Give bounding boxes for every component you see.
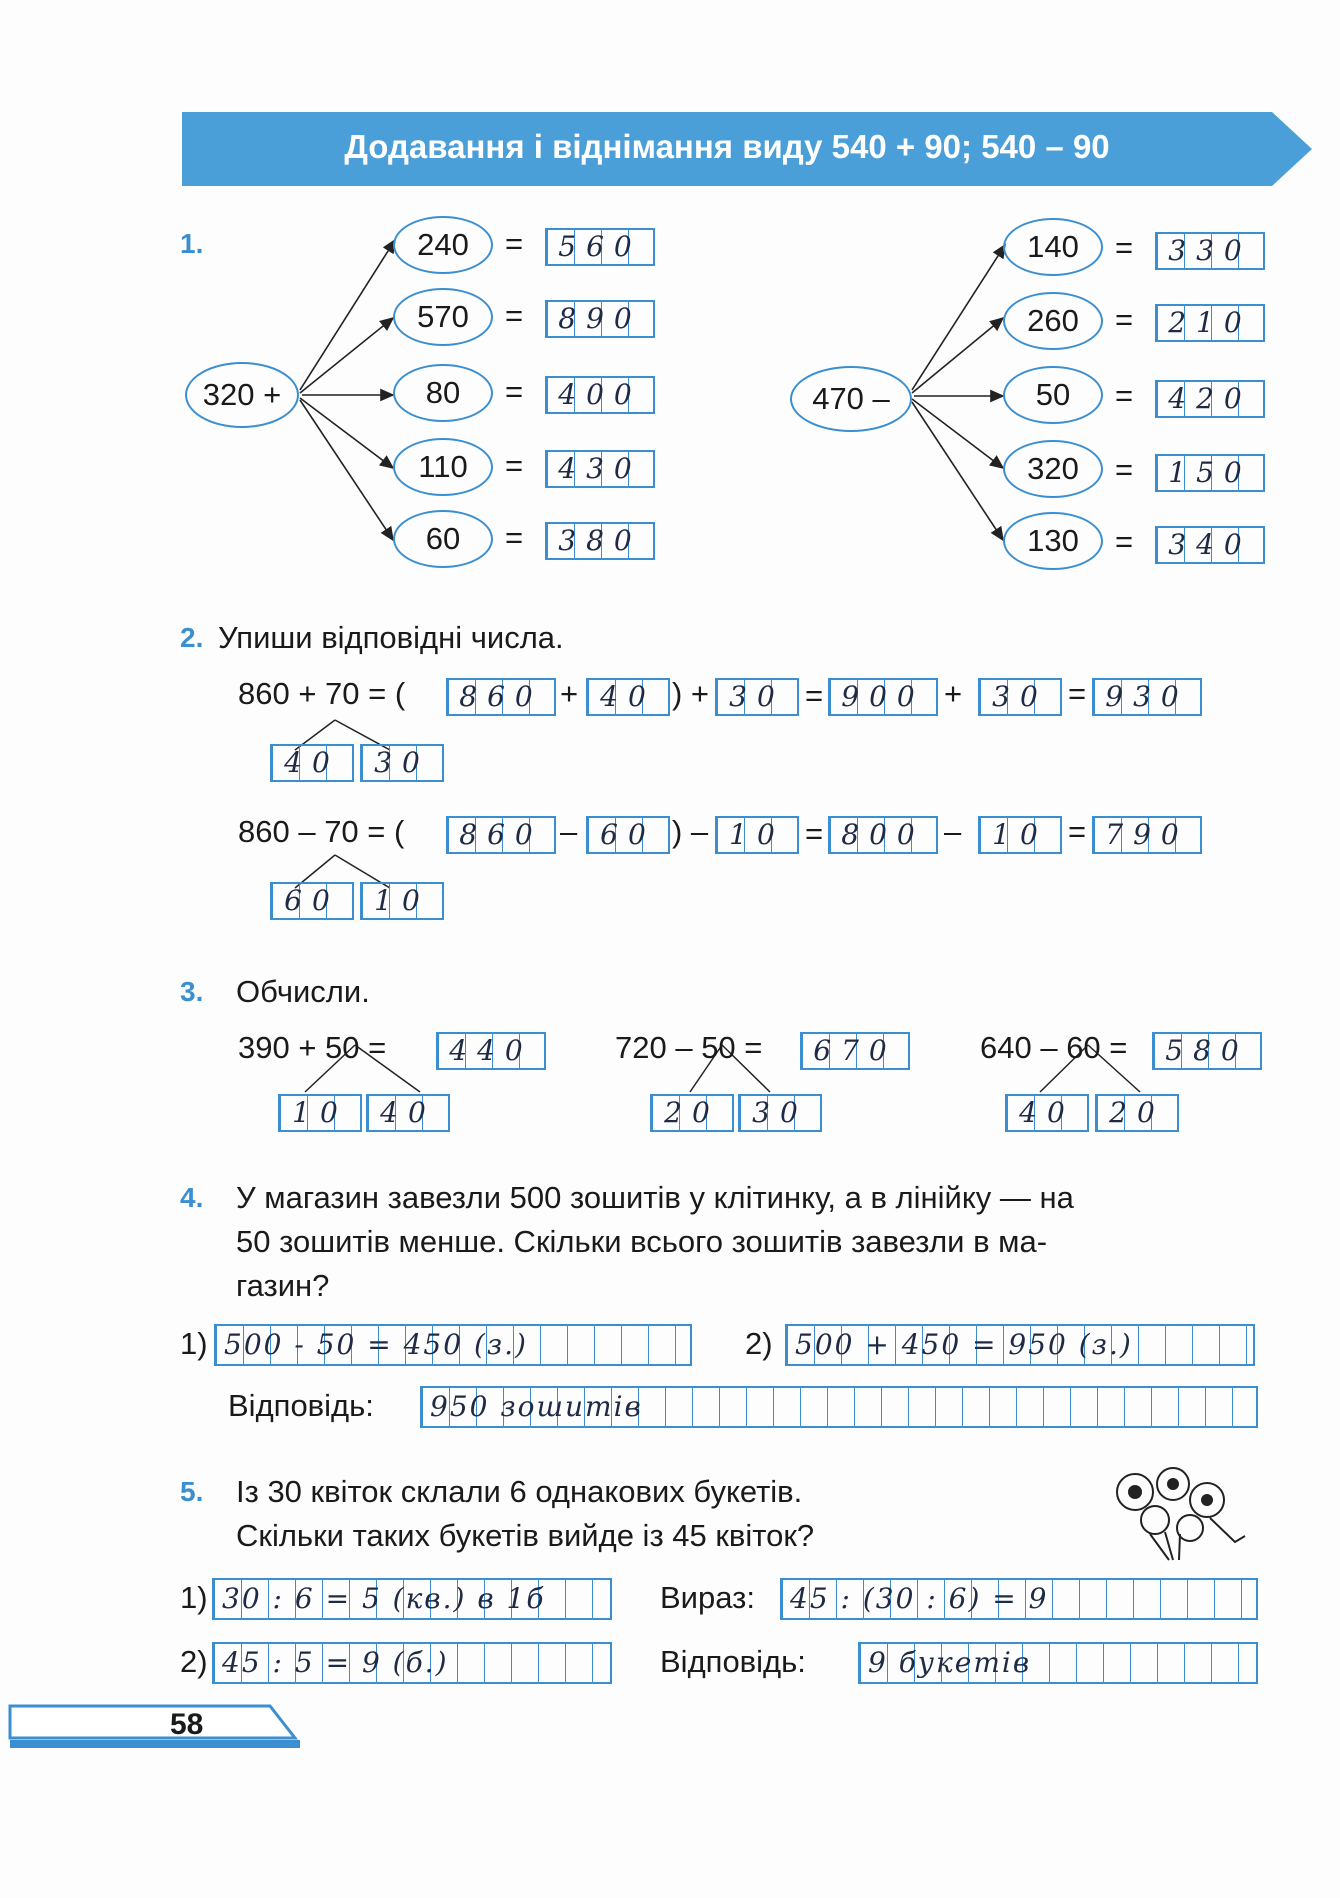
calc-1-expression: 390 + 50 = bbox=[238, 1030, 387, 1065]
task-5-answer[interactable]: 9 букетів bbox=[858, 1642, 1258, 1684]
right-item-oval: 140 bbox=[1003, 218, 1103, 276]
row1-box-5[interactable]: 30 bbox=[978, 678, 1062, 716]
equals-sign: = bbox=[505, 448, 524, 483]
row2-eq1: = bbox=[805, 816, 824, 851]
equals-sign: = bbox=[1115, 302, 1134, 337]
row1-box-1[interactable]: 860 bbox=[446, 678, 556, 716]
row2-op2: – bbox=[944, 814, 962, 849]
task-3-text: Обчисли. bbox=[236, 974, 370, 1009]
task-4-answer[interactable]: 950 зошитів bbox=[420, 1386, 1258, 1428]
task-2-text: Упиши відповідні числа. bbox=[218, 620, 564, 655]
page-title: Додавання і віднімання виду 540 + 90; 540 – 90 bbox=[344, 128, 1110, 165]
answer-box[interactable]: 420 bbox=[1155, 380, 1265, 418]
row2-box-2[interactable]: 60 bbox=[586, 816, 670, 854]
row1-op2: + bbox=[944, 676, 963, 711]
task-4-line-3: газин? bbox=[236, 1268, 330, 1303]
row1-eq2: = bbox=[1068, 676, 1087, 711]
calc-1-split-2[interactable]: 40 bbox=[366, 1094, 450, 1132]
title-banner bbox=[182, 112, 1272, 186]
answer-box[interactable]: 340 bbox=[1155, 526, 1265, 564]
task-4-step-2[interactable]: 500 + 450 = 950 (з.) bbox=[785, 1324, 1255, 1366]
answer-box[interactable]: 380 bbox=[545, 522, 655, 560]
task-4-answer-label: Відповідь: bbox=[228, 1388, 374, 1423]
row1-box-6[interactable]: 930 bbox=[1092, 678, 1202, 716]
task-1-number: 1. bbox=[180, 228, 204, 259]
bouquet-icon bbox=[1095, 1462, 1255, 1562]
row2-eq2: = bbox=[1068, 814, 1087, 849]
answer-box[interactable]: 560 bbox=[545, 228, 655, 266]
calc-2-expression: 720 – 50 = bbox=[615, 1030, 763, 1065]
left-item-oval: 110 bbox=[393, 438, 493, 496]
equals-sign: = bbox=[1115, 524, 1134, 559]
right-item-oval: 50 bbox=[1003, 366, 1103, 424]
row2-expression: 860 – 70 = ( bbox=[238, 814, 405, 849]
equals-sign: = bbox=[505, 298, 524, 333]
calc-3-split-1[interactable]: 40 bbox=[1005, 1094, 1089, 1132]
equals-sign: = bbox=[505, 520, 524, 555]
answer-box[interactable]: 430 bbox=[545, 450, 655, 488]
row1-expression: 860 + 70 = ( bbox=[238, 676, 406, 711]
row2-box-6[interactable]: 790 bbox=[1092, 816, 1202, 854]
task-5-step-2-label: 2) bbox=[180, 1644, 208, 1679]
row1-split-1[interactable]: 40 bbox=[270, 744, 354, 782]
row2-split-1[interactable]: 60 bbox=[270, 882, 354, 920]
left-base-oval: 320 + bbox=[185, 362, 299, 428]
row1-op1: + bbox=[560, 676, 579, 711]
answer-box[interactable]: 890 bbox=[545, 300, 655, 338]
equals-sign: = bbox=[505, 226, 524, 261]
left-item-oval: 570 bbox=[393, 288, 493, 346]
task-5-step-1[interactable]: 30 : 6 = 5 (кв.) в 1б bbox=[212, 1578, 612, 1620]
equals-sign: = bbox=[1115, 378, 1134, 413]
left-item-oval: 240 bbox=[393, 216, 493, 274]
calc-3-split-2[interactable]: 20 bbox=[1095, 1094, 1179, 1132]
task-5-expression[interactable]: 45 : (30 : 6) = 9 bbox=[780, 1578, 1258, 1620]
task-5-answer-label: Відповідь: bbox=[660, 1644, 806, 1679]
equals-sign: = bbox=[505, 374, 524, 409]
equals-sign: = bbox=[1115, 230, 1134, 265]
row2-box-1[interactable]: 860 bbox=[446, 816, 556, 854]
task-5-number: 5. bbox=[180, 1476, 204, 1507]
task-4-step-1[interactable]: 500 - 50 = 450 (з.) bbox=[214, 1324, 692, 1366]
row1-split-2[interactable]: 30 bbox=[360, 744, 444, 782]
task-3-number: 3. bbox=[180, 976, 204, 1007]
calc-2-split-2[interactable]: 30 bbox=[738, 1094, 822, 1132]
calc-3-answer[interactable]: 580 bbox=[1152, 1032, 1262, 1070]
task-5-expression-label: Вираз: bbox=[660, 1580, 755, 1615]
task-4-step-1-label: 1) bbox=[180, 1326, 208, 1361]
task-5-step-1-label: 1) bbox=[180, 1580, 208, 1615]
task-4-step-2-label: 2) bbox=[745, 1326, 773, 1361]
answer-box[interactable]: 400 bbox=[545, 376, 655, 414]
task-5-line-1: Із 30 квіток склали 6 однакових букетів. bbox=[236, 1474, 803, 1509]
right-base-oval: 470 – bbox=[790, 366, 912, 432]
task-2-number: 2. bbox=[180, 622, 204, 653]
calc-2-answer[interactable]: 670 bbox=[800, 1032, 910, 1070]
row2-split-2[interactable]: 10 bbox=[360, 882, 444, 920]
task-5-line-2: Скільки таких букетів вийде із 45 квіток? bbox=[236, 1518, 815, 1553]
task-4-number: 4. bbox=[180, 1182, 204, 1213]
answer-box[interactable]: 210 bbox=[1155, 304, 1265, 342]
row1-eq1: = bbox=[805, 678, 824, 713]
left-item-oval: 80 bbox=[393, 364, 493, 422]
answer-box[interactable]: 150 bbox=[1155, 454, 1265, 492]
row2-close: ) – bbox=[672, 814, 709, 849]
task-5-step-2[interactable]: 45 : 5 = 9 (б.) bbox=[212, 1642, 612, 1684]
calc-1-answer[interactable]: 440 bbox=[436, 1032, 546, 1070]
task-4-line-1: У магазин завезли 500 зошитів у клітинку, а в лінійку — на bbox=[236, 1180, 1074, 1215]
row1-box-4[interactable]: 900 bbox=[828, 678, 938, 716]
answer-box[interactable]: 330 bbox=[1155, 232, 1265, 270]
right-item-oval: 260 bbox=[1003, 292, 1103, 350]
row2-op1: – bbox=[560, 814, 578, 849]
equals-sign: = bbox=[1115, 452, 1134, 487]
left-item-oval: 60 bbox=[393, 510, 493, 568]
row2-box-5[interactable]: 10 bbox=[978, 816, 1062, 854]
row2-box-3[interactable]: 10 bbox=[715, 816, 799, 854]
task-4-line-2: 50 зошитів менше. Скільки всього зошитів завезли в ма- bbox=[236, 1224, 1048, 1259]
calc-3-expression: 640 – 60 = bbox=[980, 1030, 1128, 1065]
right-item-oval: 130 bbox=[1003, 512, 1103, 570]
page-number-tab bbox=[0, 1702, 300, 1752]
calc-2-split-1[interactable]: 20 bbox=[650, 1094, 734, 1132]
row1-box-2[interactable]: 40 bbox=[586, 678, 670, 716]
right-item-oval: 320 bbox=[1003, 440, 1103, 498]
row2-box-4[interactable]: 800 bbox=[828, 816, 938, 854]
calc-1-split-1[interactable]: 10 bbox=[278, 1094, 362, 1132]
row1-box-3[interactable]: 30 bbox=[715, 678, 799, 716]
row1-close: ) + bbox=[672, 676, 710, 711]
page-number: 58 bbox=[170, 1708, 204, 1741]
